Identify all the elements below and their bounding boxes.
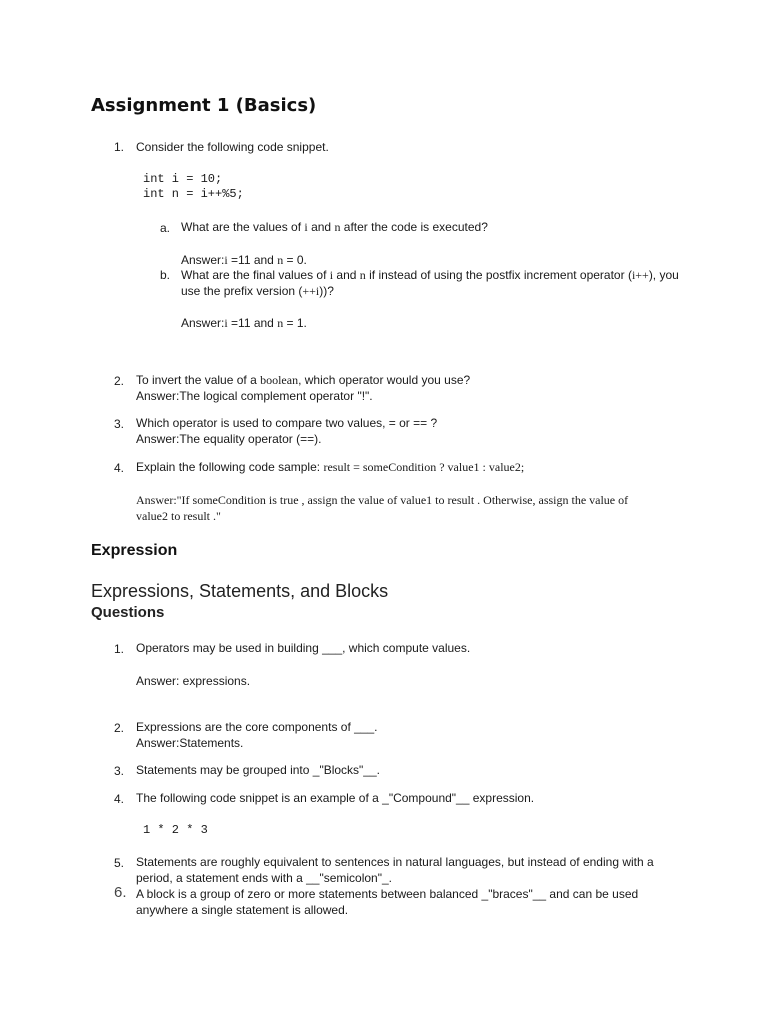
code-line: int n = i++%5; [143, 187, 244, 201]
page-title: Assignment 1 (Basics) [91, 95, 317, 116]
subsection-heading: Expressions, Statements, and Blocks [91, 581, 389, 601]
question-text: Statements are roughly equivalent to sentences in natural languages, but instead of ending with a [136, 855, 654, 869]
list-number: 3. [114, 417, 125, 431]
sub-question-text: What are the final values of i and n if instead of using the postfix increment operator (i++), you [181, 268, 679, 282]
question-text: The following code snippet is an example of a _"Compound"__ expression. [136, 791, 535, 805]
answer-text-line2: value2 to result ." [136, 509, 221, 523]
list-number: 1. [114, 642, 125, 656]
questions-heading: Questions [91, 604, 165, 621]
question-text: Consider the following code snippet. [136, 140, 329, 154]
question-text-line2: anywhere a single statement is allowed. [136, 903, 349, 917]
list-number: 3. [114, 764, 125, 778]
answer-text: Answer:i =11 and n = 1. [181, 316, 307, 330]
sub-question-text: What are the values of i and n after the code is executed? [181, 220, 488, 234]
sub-letter: b. [160, 268, 171, 282]
question-text: Statements may be grouped into _"Blocks"__. [136, 763, 380, 777]
answer-text: Answer:Statements. [136, 736, 244, 750]
code-line: int i = 10; [143, 172, 223, 186]
question-text-line2: period, a statement ends with a __"semicolon"_. [136, 871, 392, 885]
sub-question-text-line2: use the prefix version (++i))? [181, 284, 334, 298]
answer-text: Answer:"If someCondition is true , assign the value of value1 to result . Otherwise, assign the value of [136, 493, 629, 507]
sub-letter: a. [160, 221, 171, 235]
answer-text: Answer:The logical complement operator "!". [136, 389, 373, 403]
list-number: 4. [114, 461, 125, 475]
list-number: 2. [114, 374, 125, 388]
question-text: Expressions are the core components of ___. [136, 720, 378, 734]
answer-text: Answer:The equality operator (==). [136, 432, 322, 446]
answer-text: Answer: expressions. [136, 674, 251, 688]
list-number: 2. [114, 721, 125, 735]
list-number: 5. [114, 856, 125, 870]
list-number: 1. [114, 140, 125, 154]
answer-text: Answer:i =11 and n = 0. [181, 253, 307, 267]
list-number: 6. [114, 884, 127, 901]
question-text: Explain the following code sample: result = someCondition ? value1 : value2; [136, 460, 525, 474]
section-heading: Expression [91, 542, 178, 559]
question-text: Operators may be used in building ___, which compute values. [136, 641, 471, 655]
question-text: A block is a group of zero or more statements between balanced _"braces"__ and can be used [136, 887, 639, 901]
code-line: 1 * 2 * 3 [143, 823, 208, 837]
question-text: To invert the value of a boolean, which operator would you use? [136, 373, 471, 387]
list-number: 4. [114, 792, 125, 806]
question-text: Which operator is used to compare two values, = or == ? [136, 416, 438, 430]
